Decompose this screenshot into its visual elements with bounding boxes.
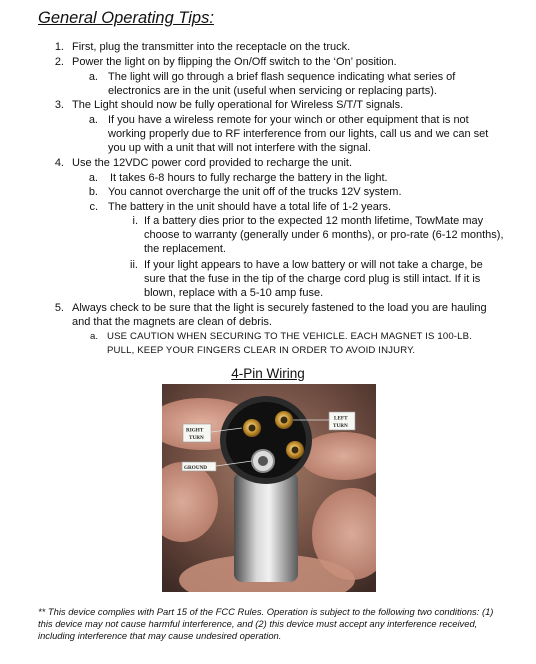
wiring-photo bbox=[162, 384, 376, 592]
page-title: General Operating Tips: bbox=[38, 9, 214, 27]
right-turn-label-line1: RIGHT bbox=[186, 427, 204, 434]
left-turn-label-line1: LEFT bbox=[334, 415, 348, 422]
tips-list: 1. First, plug the transmitter into the receptacle on the truck. 2. Power the light on by flipping the On/Off switch to the ‘On’ position. a. The light will go through a brief flash sequence indicating what series of electronics are in the unit (useful when servicing or replacing parts). 3. The Light should now be fully operational for Wireless S/T/T signals. a. If you have a wireless remote for your winch or other equipment that is not working properly due to RF interference from our lights, call us and we can set you up with a unit that will not interfere with the signal. 4. Use the 12VDC power cord provided to recharge the unit. a. It takes 6-8 hours to fully recharge the battery in the light. b. You cannot overcharge the unit off of the trucks 12V system. c. The battery in the unit should have a total life of 1-2 years. i. If a battery dies prior to the expected 12 month lifetime, TowMate may choose to warranty (generally under 6 months), or pro-rate (6-12 months), the replacement. ii. If your light appears to have a low battery or will not take a charge, be sure that the fuse in the tip of the charge cord plug is still intact. If it is blown, replace with a 5-10 amp fuse. 5. Always check to be sure that the light is securely fastened to the load you are hauling and that the magnets are clean of debris. a. USE CAUTION WHEN SECURING TO THE VEHICLE. EACH MAGNET IS 100-LB. PULL, KEEP YOUR FINGERS CLEAR IN ORDER TO AVOID INJURY. bbox=[54, 41, 504, 356]
left-turn-label-line2: TURN bbox=[333, 423, 348, 429]
fcc-footnote: ** This device complies with Part 15 of the FCC Rules. Operation is subject to the following two conditions: (1) this device may not cause harmful interference, and (2) this device must accept any interference received, including interference that may cause undesired operation. bbox=[38, 606, 494, 642]
right-turn-label-line2: TURN bbox=[189, 435, 204, 441]
plug-photo-illustration bbox=[162, 384, 376, 592]
ground-label: GROUND bbox=[184, 464, 208, 471]
wiring-heading: 4-Pin Wiring bbox=[231, 366, 305, 381]
